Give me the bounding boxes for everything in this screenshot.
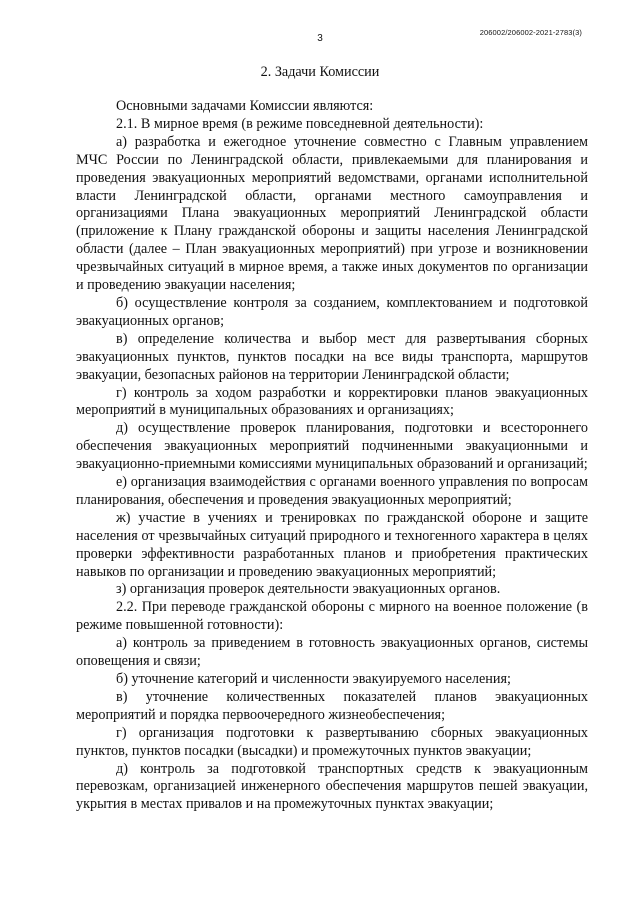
page-number: 3 bbox=[317, 33, 323, 44]
document-id: 206002/206002-2021-2783(3) bbox=[479, 28, 582, 37]
paragraph-2-1-z: з) организация проверок деятельности эвакуационных органов. bbox=[116, 581, 501, 598]
paragraph-2-2-v: в) уточнение количественных показателей планов эвакуационных мероприятий и порядка первоочередного жизнеобеспечения; bbox=[76, 688, 588, 723]
paragraph-2-2-a: а) контроль за приведением в готовность эвакуационных органов, системы оповещения и связи; bbox=[76, 635, 588, 670]
paragraph-2-1-heading: 2.1. В мирное время (в режиме повседневной деятельности): bbox=[116, 115, 484, 132]
paragraph-2-2-b: б) уточнение категорий и численности эвакуируемого населения; bbox=[116, 671, 511, 687]
section-title: 2. Задачи Комиссии bbox=[260, 64, 380, 80]
paragraph-2-1-v: в) определение количества и выбор мест для развертывания сборных эвакуационных пунктов, пунктов посадки на все виды транспорта, маршрутов эвакуации, безопасных районов на территории Ленинградской области; bbox=[76, 330, 588, 383]
document-body bbox=[76, 98, 588, 814]
paragraph-2-1-a: а) разработка и ежегодное уточнение совместно с Главным управлением МЧС России по Ленинградской области, привлекаемыми для планирования и проведения эвакуационных мероприятий ведомствами, органами исполнительной власти Ленинградской области, органами местного самоуправления и организациями Плана эвакуационных мероприятий Ленинградской области (приложение к Плану гражданской обороны и защиты населения Ленинградской области (далее – План эвакуационных мероприятий) при угрозе и возникновении чрезвычайных ситуаций в мирное время, а также иных документов по организации и проведению эвакуации населения; bbox=[76, 133, 588, 294]
paragraph-2-2-heading: 2.2. При переводе гражданской обороны с мирного на военное положение (в режиме повышенной готовности): bbox=[76, 599, 588, 634]
paragraph-intro: Основными задачами Комиссии являются: bbox=[116, 98, 374, 114]
paragraph-2-2-d: д) контроль за подготовкой транспортных средств к эвакуационным перевозкам, организацией инженерного обеспечения маршрутов пешей эвакуации, укрытия в местах привалов и на промежуточных пунктах эвакуации; bbox=[76, 760, 588, 813]
paragraph-2-1-g: г) контроль за ходом разработки и корректировки планов эвакуационных мероприятий в муниципальных образованиях и организациях; bbox=[76, 384, 588, 419]
paragraph-2-1-zh: ж) участие в учениях и тренировках по гражданской обороне и защите населения от чрезвычайных ситуаций природного и техногенного характера в целях проверки эффективности разработанных планов и приобретения практических навыков по организации и проведению эвакуационных мероприятий; bbox=[76, 509, 588, 580]
paragraph-2-2-g: г) организация подготовки к развертыванию сборных эвакуационных пунктов, пунктов посадки (высадки) и промежуточных пунктов эвакуации; bbox=[76, 724, 588, 759]
paragraph-2-1-d: д) осуществление проверок планирования, подготовки и всестороннего обеспечения эвакуационных мероприятий подчиненными эвакуационными и эвакуационно-приемными комиссиями муниципальных образований и организаций; bbox=[76, 420, 588, 473]
paragraph-2-1-e: е) организация взаимодействия с органами военного управления по вопросам планирования, обеспечения и проведения эвакуационных мероприятий; bbox=[76, 474, 588, 508]
paragraph-2-1-b: б) осуществление контроля за созданием, комплектованием и подготовкой эвакуационных органов; bbox=[76, 294, 588, 329]
